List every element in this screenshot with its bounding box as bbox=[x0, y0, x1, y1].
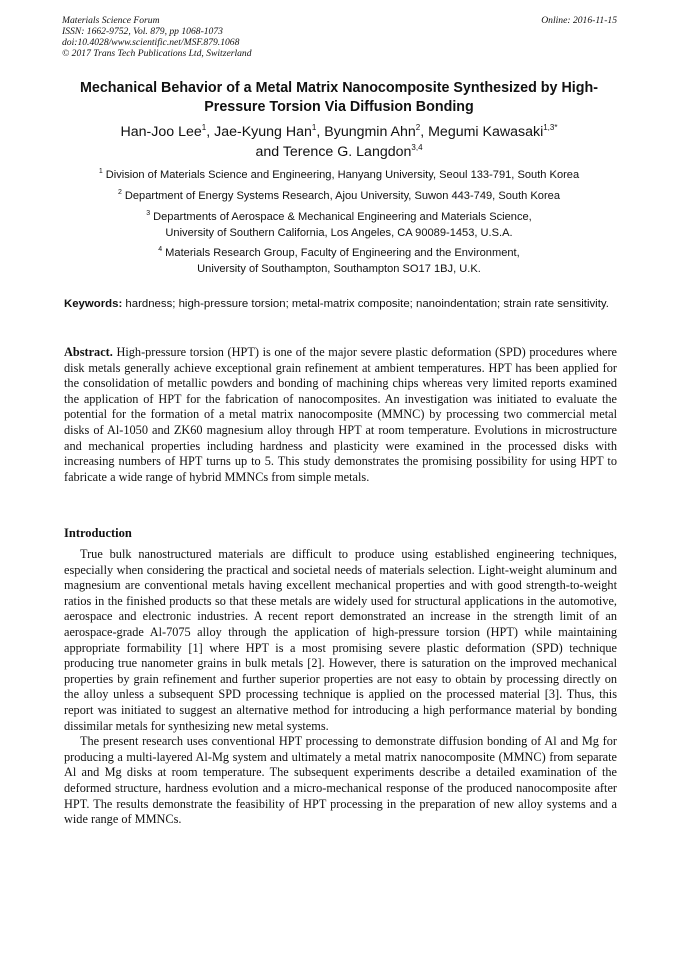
affiliation-3 bbox=[55, 210, 623, 241]
paragraph: True bulk nanostructured materials are difficult to produce using established engineering techniques, especially when considering the practical and societal needs of materials selection. Light-weight aluminum and magnesium are conventional metals having excellent mechanical properties and with good strength-to-weight ratios in the finished products so that these metals are widely used for structural applications in the automotive, aerospace and electronic industries. A recent report demonstrated an increase in the strength limit of an aerospace-grade Al-7075 alloy through the application of high-pressure torsion (HPT) while maintaining appropriate formability [1] where HPT is a most promising severe plastic deformation (SPD) technique producing true nanometer grains in bulk metals [2]. However, there is saturation on the improved mechanical properties by grain refinement and further superior properties are not easy to obtain by processing directly on the alloy unless a subsequent SPD processing technique is applied on the processed material [3]. Thus, this report was initiated to suggest an alternative method for introducing a high performance material by bonding dissimilar metals for synthesizing new metal systems. bbox=[64, 547, 617, 733]
affiliation-number: 2 bbox=[117, 189, 122, 196]
affiliation-number: 4 bbox=[158, 246, 163, 253]
paper-title: Mechanical Behavior of a Metal Matrix Nanocomposite Synthesized by High-Pressure Torsion Via Diffusion Bonding bbox=[80, 80, 598, 115]
author-affiliation-mark: 1 bbox=[201, 123, 207, 132]
affiliation-2 bbox=[55, 189, 623, 205]
author-name: Jae-Kyung Han bbox=[214, 124, 312, 140]
paragraph: The present research uses conventional HPT processing to demonstrate diffusion bonding of Al and Mg for producing a multi-layered Al-Mg system and ultimately a metal matrix nanocomposite (MMNC) from separate Al and Mg disks at room temperature. The subsequent experiments describe a detailed examination of the deformed structure, hardness evolution and a micro-mechanical response of the produced nanocomposite after HPT. The results demonstrate the feasibility of HPT processing in the preparation of new alloy systems and a wide range of MMNCs. bbox=[64, 734, 617, 827]
journal-header bbox=[62, 15, 617, 59]
author-affiliation-mark: 1 bbox=[311, 123, 317, 132]
author-affiliation-mark: 2 bbox=[415, 123, 421, 132]
author-list: Han-Joo Lee$^1$, Jae-Kyung Han$^1$, Byungmin Ahn$^2$, Megumi Kawasaki$^{1,3*}$ and Terence G. Langdon$^{3,4}$ bbox=[120, 123, 558, 160]
affiliation-text-line2: University of Southampton, Southampton SO17 1BJ, U.K. bbox=[197, 262, 481, 275]
affiliation-number: 3 bbox=[146, 210, 151, 217]
introduction-body bbox=[64, 547, 617, 828]
section-heading-introduction: Introduction bbox=[64, 526, 132, 540]
author-affiliation-mark: 1,3* bbox=[543, 123, 558, 132]
affiliation-text-line2: University of Southern California, Los Angeles, CA 90089-1453, U.S.A. bbox=[165, 226, 513, 239]
journal-name: Materials Science Forum bbox=[62, 15, 160, 26]
keywords-text: hardness; high-pressure torsion; metal-matrix composite; nanoindentation; strain rate sensitivity. bbox=[125, 298, 609, 310]
author-name: Han-Joo Lee bbox=[120, 124, 202, 140]
author-name: Terence G. Langdon bbox=[282, 144, 412, 160]
affiliation-text: Department of Energy Systems Research, Ajou University, Suwon 443-749, South Korea bbox=[124, 190, 561, 202]
affiliation-text: Division of Materials Science and Engineering, Hanyang University, Seoul 133-791, South Korea bbox=[105, 169, 580, 181]
abstract-label: Abstract. bbox=[64, 345, 113, 359]
copyright: © 2017 Trans Tech Publications Ltd, Switzerland bbox=[62, 48, 252, 59]
author-connector: and bbox=[255, 144, 280, 160]
keywords-label: Keywords: bbox=[64, 298, 123, 310]
affiliation-4 bbox=[55, 246, 623, 277]
abstract bbox=[64, 345, 617, 485]
affiliation-text: Materials Research Group, Faculty of Engineering and the Environment, bbox=[165, 247, 520, 259]
keywords bbox=[64, 297, 617, 312]
affiliation-1 bbox=[55, 168, 623, 184]
affiliation-text: Departments of Aerospace & Mechanical Engineering and Materials Science, bbox=[153, 211, 532, 223]
author-name: Megumi Kawasaki bbox=[428, 124, 544, 140]
online-date: Online: 2016-11-15 bbox=[541, 15, 617, 26]
abstract-text: High-pressure torsion (HPT) is one of the major severe plastic deformation (SPD) procedures where disk metals generally achieve exceptional grain refinement at ambient temperatures. HPT has been applied for the consolidation of metallic powders and bonding of machining chips whereas very limited reports examined the application of HPT for the fabrication of nanocomposites. An investigation was initiated to evaluate the potential for the formation of a metal matrix nanocomposite (MMNC) by processing two commercial metal disks of Al-1050 and ZK60 magnesium alloy through HPT at room temperature. Evolutions in microstructure and mechanical properties including hardness and plasticity were examined in the processed disks with increasing numbers of HPT turns up to 5. This study demonstrates the promising possibility for using HPT to fabricate a wide range of hybrid MMNCs from simple metals. bbox=[64, 345, 617, 484]
doi: doi:10.4028/www.scientific.net/MSF.879.1068 bbox=[62, 37, 240, 48]
author-affiliation-mark: 3,4 bbox=[411, 143, 423, 152]
issn: ISSN: 1662-9752, Vol. 879, pp 1068-1073 bbox=[62, 26, 223, 37]
affiliation-number: 1 bbox=[98, 168, 103, 175]
author-name: Byungmin Ahn bbox=[324, 124, 416, 140]
